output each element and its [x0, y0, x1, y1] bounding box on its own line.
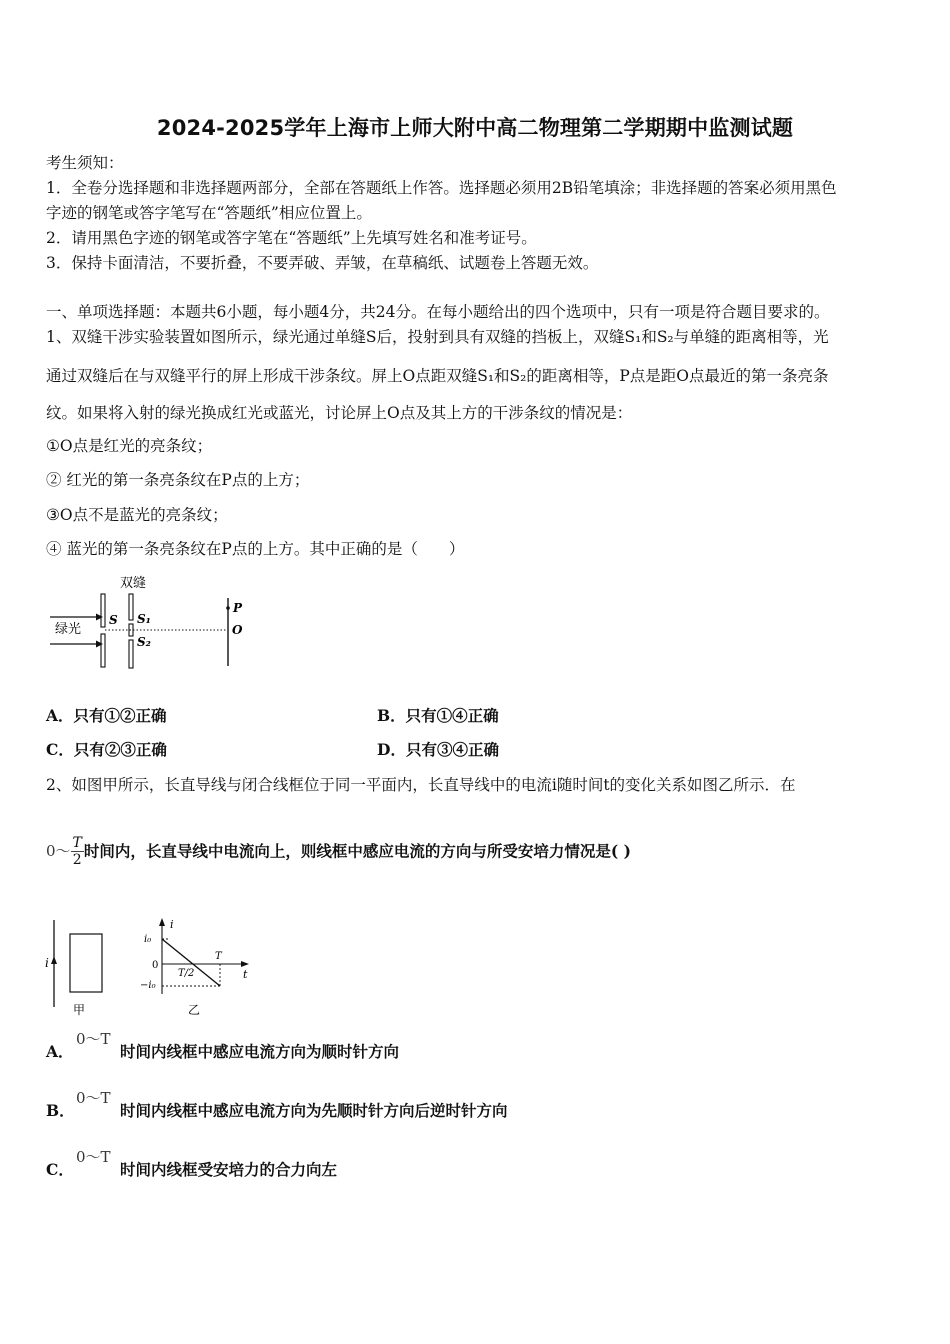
- single-slit-plate-bottom: [101, 634, 105, 667]
- notice-item-3: 3．保持卡面清洁，不要折叠，不要弄破、弄皱，在草稿纸、试题卷上答题无效。: [46, 254, 599, 272]
- closed-wire-frame: [70, 934, 102, 992]
- q2-option-c-range: 0～T: [76, 1148, 111, 1166]
- slit-s2-label: S₂: [137, 635, 151, 649]
- notice-item-1-line-2: 字迹的钢笔或答字笔写在“答题纸”相应位置上。: [46, 204, 372, 222]
- graph-t-axis-label: t: [243, 968, 248, 981]
- q1-statement-3: ③O点不是蓝光的亮条纹；: [46, 506, 228, 524]
- slit-s1-label: S₁: [137, 612, 151, 626]
- graph-t-label: T: [215, 951, 222, 962]
- q2-time-range-fraction: [71, 835, 84, 868]
- notice-item-1-line-1: 1．全卷分选择题和非选择题两部分，全部在答题纸上作答。选择题必须用2B铅笔填涂；非选择题的答案必须用黑色: [46, 179, 837, 197]
- q1-statement-1: ①O点是红光的亮条纹；: [46, 437, 213, 455]
- double-slit-label: 双缝: [120, 576, 147, 591]
- notice-heading: 考生须知：: [46, 154, 124, 172]
- q1-option-d[interactable]: D．只有③④正确: [377, 740, 499, 759]
- figure-jia-label: 甲: [73, 1003, 86, 1017]
- single-slit-plate-top: [101, 594, 105, 627]
- q1-statement-2: ② 红光的第一条亮条纹在P点的上方；: [46, 471, 310, 489]
- q2-figures: [40, 912, 270, 1022]
- wire-current-label: i: [45, 956, 49, 970]
- double-slit-plate-bottom: [129, 640, 133, 668]
- section-heading: 一、单项选择题：本题共6小题，每小题4分，共24分。在每小题给出的四个选项中，只有一项是符合题目要求的。: [46, 303, 830, 321]
- graph-neg-i0-label: −i₀: [140, 980, 156, 991]
- q1-option-a[interactable]: A．只有①②正确: [46, 706, 167, 725]
- q2-text-line-2-content: 时间内，长直导线中电流向上，则线框中感应电流的方向与所受安培力情况是( ): [83, 841, 631, 861]
- double-slit-figure: [46, 570, 266, 670]
- q1-option-b[interactable]: B．只有①④正确: [377, 706, 499, 725]
- q2-option-b-range: 0～T: [76, 1089, 111, 1107]
- q1-text-line-2: 通过双缝后在与双缝平行的屏上形成干涉条纹。屏上O点距双缝S₁和S₂的距离相等，P点是距O点最近的第一条亮条: [46, 367, 829, 385]
- q2-option-c-label[interactable]: C．: [46, 1160, 74, 1179]
- page-title: 2024-2025学年上海市上师大附中高二物理第二学期期中监测试题: [156, 116, 794, 140]
- q2-text-line-1: 2、如图甲所示，长直导线与闭合线框位于同一平面内，长直导线中的电流i随时间t的变化关系如图乙所示．在: [46, 776, 796, 794]
- double-slit-plate-top: [129, 594, 133, 620]
- green-light-label: 绿光: [55, 622, 82, 637]
- graph-t-half-label: T/2: [178, 968, 195, 979]
- slit-s-label: S: [109, 613, 118, 627]
- q1-text-line-3: 纹。如果将入射的绿光换成红光或蓝光，讨论屏上O点及其上方的干涉条纹的情况是：: [46, 404, 633, 422]
- q2-option-b-text[interactable]: 时间内线框中感应电流方向为先顺时针方向后逆时针方向: [120, 1101, 508, 1120]
- q1-option-c[interactable]: C．只有②③正确: [46, 740, 167, 759]
- point-p-label: P: [233, 601, 243, 615]
- q2-option-a-text[interactable]: 时间内线框中感应电流方向为顺时针方向: [120, 1042, 400, 1061]
- figure-yi-label: 乙: [188, 1003, 201, 1017]
- graph-i-axis-label: i: [170, 918, 174, 931]
- graph-i0-label: i₀: [144, 934, 152, 945]
- q2-fraction-numerator: T: [72, 835, 82, 851]
- point-o-label: O: [232, 623, 243, 637]
- graph-zero-label: 0: [152, 960, 159, 971]
- q2-option-b-label[interactable]: B．: [46, 1101, 75, 1120]
- q2-time-range-prefix: 0～: [46, 842, 71, 860]
- q1-statement-4: ④ 蓝光的第一条亮条纹在P点的上方。其中正确的是（ ）: [46, 540, 465, 558]
- q2-option-a-label[interactable]: A．: [46, 1042, 74, 1061]
- q1-text-line-1: 1、双缝干涉实验装置如图所示，绿光通过单缝S后，投射到具有双缝的挡板上，双缝S₁和S₂与单缝的距离相等，光: [46, 328, 829, 346]
- q2-fraction-denominator: 2: [72, 852, 82, 868]
- notice-item-2: 2．请用黑色字迹的钢笔或答字笔在“答题纸”上先填写姓名和准考证号。: [46, 229, 537, 247]
- q2-text-line-2: [46, 835, 631, 868]
- q2-option-a-range: 0～T: [76, 1030, 111, 1048]
- q2-option-c-text[interactable]: 时间内线框受安培力的合力向左: [120, 1160, 338, 1179]
